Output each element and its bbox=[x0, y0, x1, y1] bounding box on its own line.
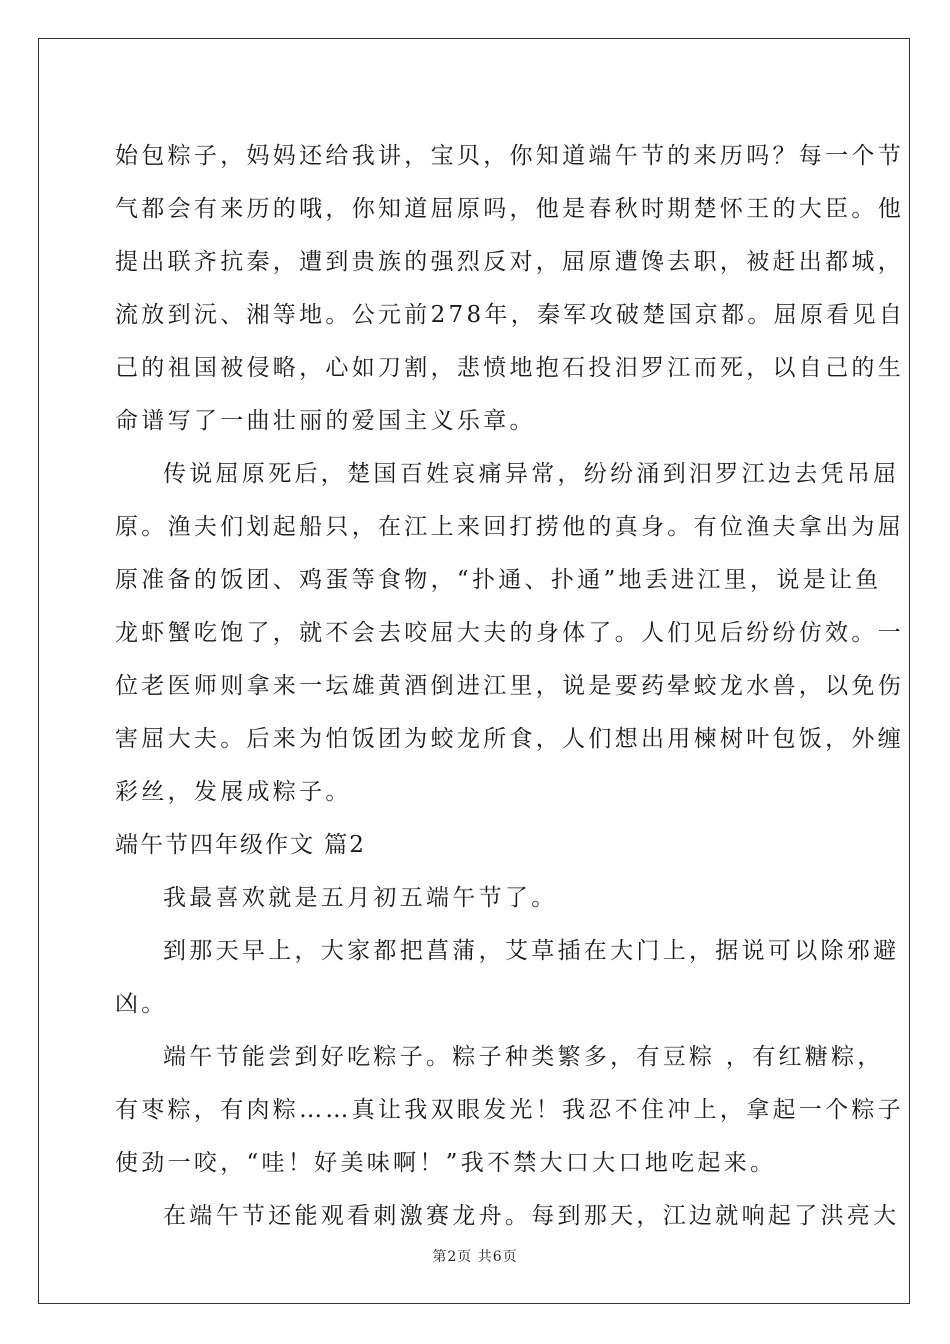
text-line: 命谱写了一曲壮丽的爱国主义乐章。 bbox=[115, 408, 536, 434]
text-line: 己的祖国被侵略，心如刀割，悲愤地抱石投汨罗江而死，以自己的生 bbox=[115, 355, 904, 381]
text-line: 位老医师则拿来一坛雄黄酒倒进江里，说是要药晕蛟龙水兽，以免伤 bbox=[115, 673, 904, 699]
text-line: 提出联齐抗秦，遭到贵族的强烈反对，屈原遭馋去职，被赶出都城， bbox=[115, 249, 904, 275]
text-line: 有枣粽，有肉粽……真让我双眼发光！我忍不住冲上，拿起一个粽子 bbox=[115, 1097, 904, 1123]
paragraph-start-line: 传说屈原死后，楚国百姓哀痛异常，纷纷涌到汨罗江边去凭吊屈 bbox=[163, 461, 900, 487]
text-line: 龙虾蟹吃饱了，就不会去咬屈大夫的身体了。人们见后纷纷仿效。一 bbox=[115, 620, 904, 646]
document-body bbox=[115, 130, 906, 1243]
section-heading: 端午节四年级作文 篇2 bbox=[115, 832, 366, 858]
text-line: 彩丝，发展成粽子。 bbox=[115, 779, 352, 805]
paragraph-start-line: 到那天早上，大家都把菖蒲，艾草插在大门上，据说可以除邪避 bbox=[163, 938, 900, 964]
text-line: 害屈大夫。后来为怕饭团为蛟龙所食，人们想出用楝树叶包饭，外缠 bbox=[115, 726, 904, 752]
text-line: 流放到沅、湘等地。公元前278年，秦军攻破楚国京都。屈原看见自 bbox=[115, 302, 906, 328]
text-line: 原准备的饭团、鸡蛋等食物，“扑通、扑通”地丢进江里，说是让鱼 bbox=[115, 567, 882, 593]
page-number-footer: 第2页 共6页 bbox=[432, 1249, 518, 1265]
text-line: 原。渔夫们划起船只，在江上来回打捞他的真身。有位渔夫拿出为屈 bbox=[115, 514, 904, 540]
paragraph-start-line: 端午节能尝到好吃粽子。粽子种类繁多，有豆粽 ，有红糖粽， bbox=[163, 1044, 884, 1070]
text-line: 凶。 bbox=[115, 991, 168, 1017]
paragraph-start-line: 在端午节还能观看刺激赛龙舟。每到那天，江边就响起了洪亮大 bbox=[163, 1203, 900, 1229]
text-line: 气都会有来历的哦，你知道屈原吗，他是春秋时期楚怀王的大臣。他 bbox=[115, 196, 904, 222]
text-line: 使劲一咬，“哇！好美味啊！”我不禁大口大口地吃起来。 bbox=[115, 1150, 777, 1176]
text-line: 始包粽子，妈妈还给我讲，宝贝，你知道端午节的来历吗？每一个节 bbox=[115, 143, 904, 169]
paragraph-start-line: 我最喜欢就是五月初五端午节了。 bbox=[163, 885, 558, 911]
